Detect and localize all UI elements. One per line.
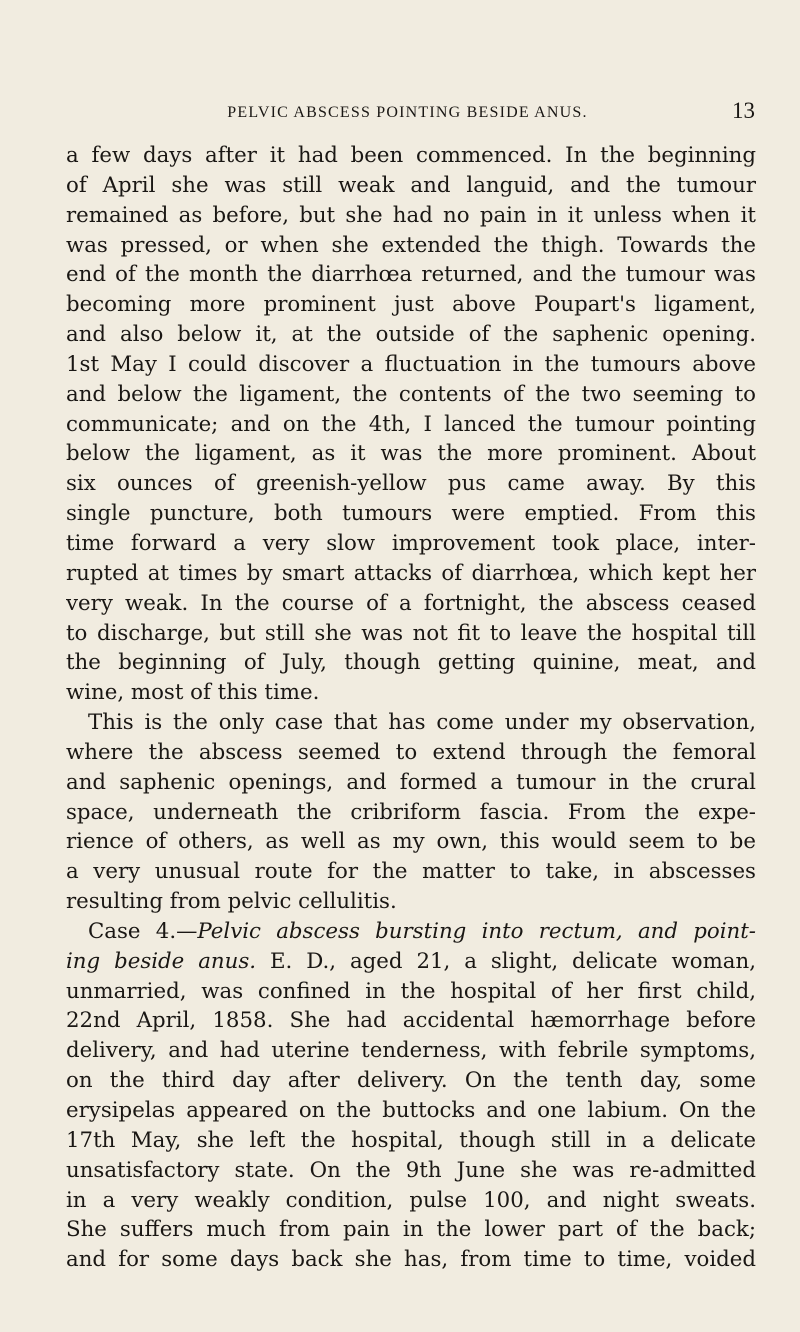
text-line: and also below it, at the outside of the saphenic opening.: [66, 322, 756, 348]
text-line: communicate; and on the 4th, I lanced the tumour pointing: [66, 411, 756, 437]
text-line: and below the ligament, the contents of the two seeming to: [66, 381, 756, 407]
text-line: delivery, and had uterine tenderness, with febrile symptoms,: [66, 1038, 756, 1064]
text-line: below the ligament, as it was the more prominent. About: [66, 441, 756, 467]
case-text-start: E. D., aged 21, a slight, delicate woman,: [269, 948, 756, 974]
case-heading-line: [66, 917, 756, 947]
case-heading-line: [66, 947, 756, 977]
running-head-title: PELVIC ABSCESS POINTING BESIDE ANUS.: [227, 104, 588, 121]
body-text: [66, 141, 756, 1275]
case-title-part-1: Pelvic abscess bursting into rectum, and point-: [197, 918, 756, 944]
text-line: and saphenic openings, and formed a tumour in the crural: [66, 769, 756, 795]
text-line: She suffers much from pain in the lower part of the back;: [66, 1217, 756, 1243]
case-label: Case 4.—: [88, 918, 198, 944]
text-line: of April she was still weak and languid, and the tumour: [66, 172, 756, 198]
text-line: 17th May, she left the hospital, though still in a delicate: [66, 1127, 756, 1153]
text-line: erysipelas appeared on the buttocks and one labium. On the: [66, 1098, 756, 1123]
paragraph-end-line: wine, most of this time.: [66, 680, 320, 706]
running-head: [60, 98, 755, 130]
text-line: becoming more prominent just above Poupart's ligament,: [66, 292, 756, 318]
text-line: was pressed, or when she extended the thigh. Towards the: [66, 232, 756, 258]
text-line: in a very weakly condition, pulse 100, and night sweats.: [66, 1187, 756, 1213]
text-line: where the abscess seemed to extend through the femoral: [66, 739, 756, 765]
text-line: end of the month the diarrhœa returned, and the tumour was: [66, 262, 756, 288]
text-line: six ounces of greenish-yellow pus came away. By this: [66, 471, 756, 497]
page-number: 13: [732, 98, 755, 123]
text-line: rience of others, as well as my own, this would seem to be: [66, 829, 756, 855]
text-line: 22nd April, 1858. She had accidental hæmorrhage before: [66, 1008, 756, 1034]
text-line: a few days after it had been commenced. In the beginning: [66, 143, 756, 168]
text-line: very weak. In the course of a fortnight, the abscess ceased: [66, 590, 756, 616]
text-line: and for some days back she has, from time to time, voided: [66, 1247, 756, 1273]
text-line: remained as before, but she had no pain in it unless when it: [66, 202, 756, 228]
text-line: single puncture, both tumours were emptied. From this: [66, 501, 756, 527]
text-line: 1st May I could discover a fluctuation in the tumours above: [66, 351, 756, 377]
text-line: a very unusual route for the matter to take, in abscesses: [66, 859, 756, 885]
case-title-part-2: ing beside anus.: [66, 948, 257, 974]
text-line: space, underneath the cribriform fascia. From the expe-: [66, 799, 756, 825]
text-line: unmarried, was confined in the hospital of her first child,: [66, 978, 756, 1004]
text-line: time forward a very slow improvement took place, inter-: [66, 530, 756, 556]
paragraph-end-line: resulting from pelvic cellulitis.: [66, 889, 397, 915]
text-line: to discharge, but still she was not fit to leave the hospital till: [66, 620, 756, 646]
text-line: rupted at times by smart attacks of diarrhœa, which kept her: [66, 560, 756, 586]
text-line: the beginning of July, though getting quinine, meat, and: [66, 650, 756, 676]
text-line: on the third day after delivery. On the tenth day, some: [66, 1068, 756, 1094]
text-line: unsatisfactory state. On the 9th June she was re-admitted: [66, 1157, 756, 1183]
paragraph-start-line: This is the only case that has come under my observation,: [88, 710, 756, 736]
